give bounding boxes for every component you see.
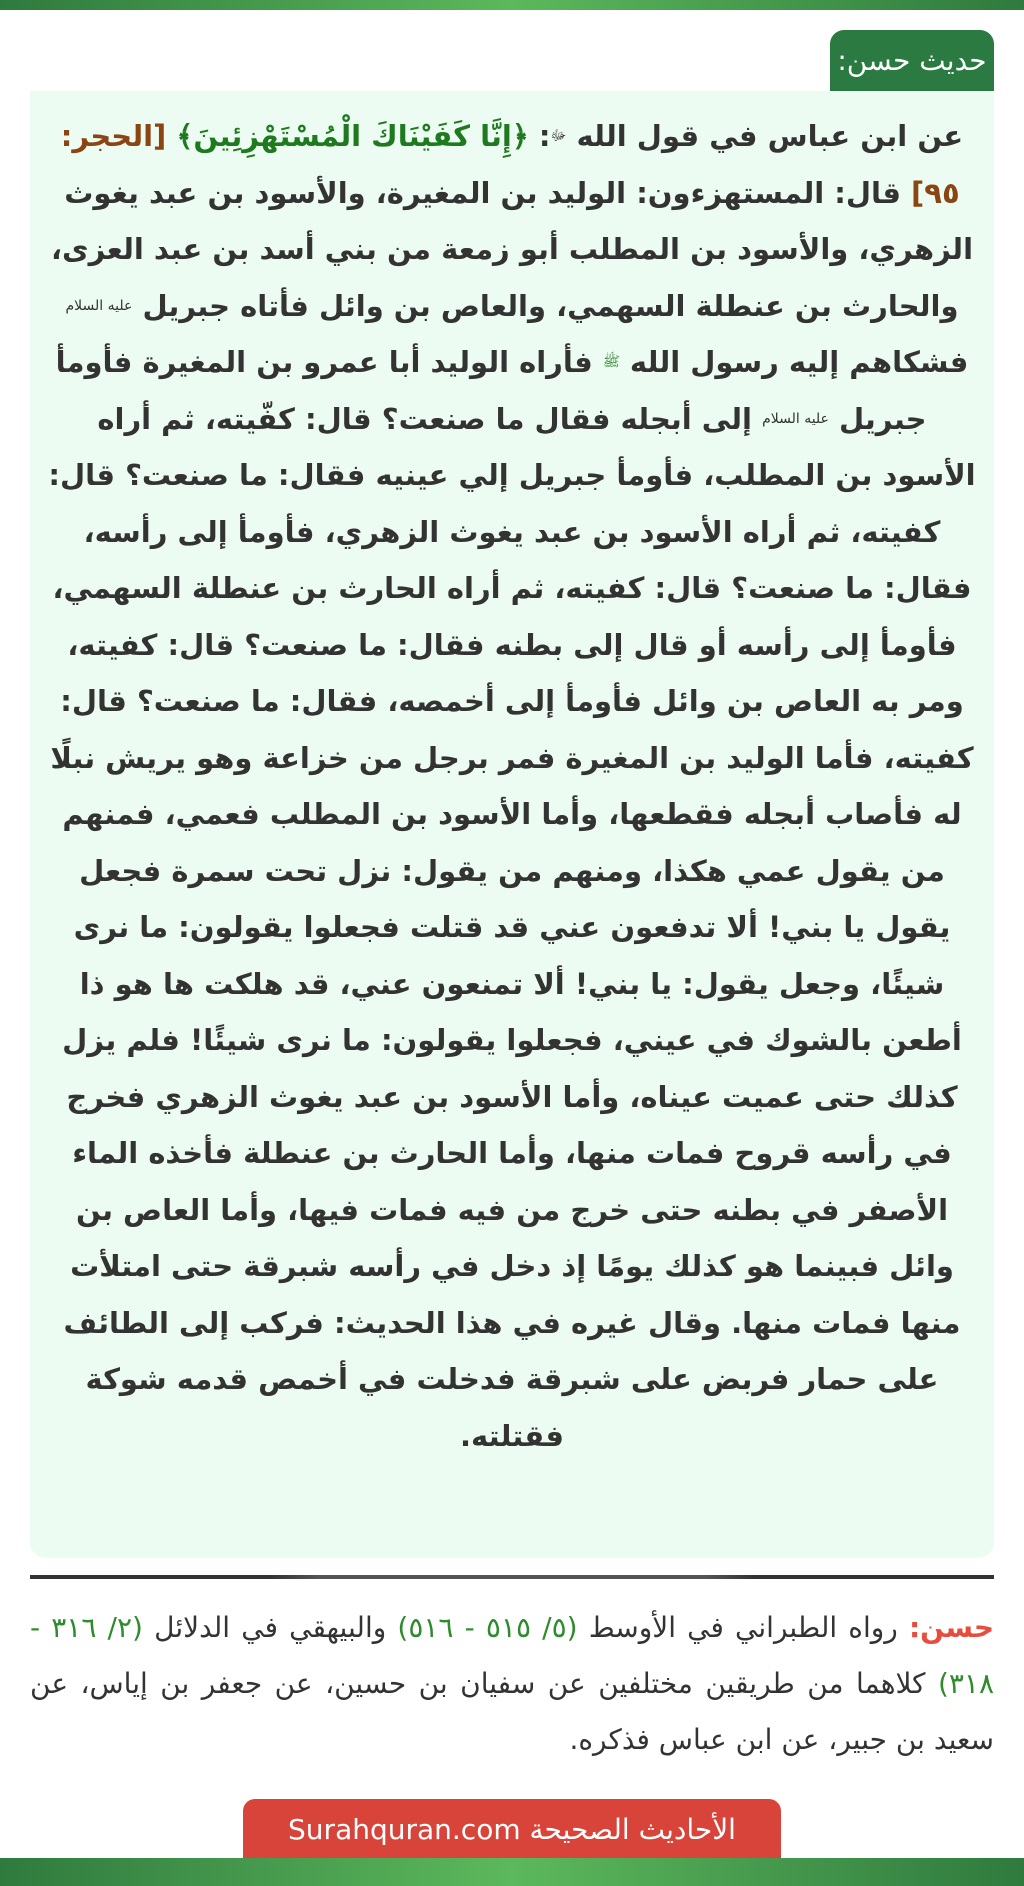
takhrij-ref-1: (٥/ ٥١٥ - ٥١٦) xyxy=(397,1611,578,1644)
alayhi-salam-icon: عليه السلام xyxy=(65,297,133,314)
hadith-grade-tab: حديث حسن: xyxy=(830,30,994,91)
ref-close-bracket: ] xyxy=(911,175,925,210)
hadith-part-2: فشكاهم إليه رسول الله xyxy=(629,345,969,379)
salla-allah-icon: ﷺ xyxy=(602,354,620,370)
hadith-body xyxy=(46,108,978,1464)
hadith-intro: عن ابن عباس في قول الله xyxy=(576,119,964,153)
azza-wajal-icon: ﷻ xyxy=(550,128,567,144)
site-link-button[interactable]: الأحاديث الصحيحة Surahquran.com xyxy=(243,1799,781,1869)
quran-verse: ﴿إِنَّا كَفَيْنَاكَ الْمُسْتَهْزِئِينَ﴾ xyxy=(176,119,529,153)
ref-open-bracket: [ xyxy=(153,119,167,153)
section-divider xyxy=(30,1575,994,1579)
alayhi-salam-icon-2: عليه السلام xyxy=(762,410,829,427)
quran-reference: الحجر: ٩٥ xyxy=(60,119,960,210)
hadith-part-4: إلى أبجله فقال ما صنعت؟ قال: كفّيته، ثم أراه الأسود بن المطلب، فأومأ جبريل إلي عينيه فقال: ما صنعت؟ قال: كفيته، ثم أراه الأسود بن عبد يغوث الزهري، فأومأ إلى رأسه، فقال: ما صنعت؟ قال: كفيته، ثم أراه الحارث بن عنطلة السهمي، فأومأ إلى رأسه أو قال إلى بطنه فقال: ما صنعت؟ قال: كفيته، ومر به العاص بن وائل فأومأ إلى أخمصه، فقال: ما صنعت؟ قال: كفيته، فأما الوليد بن المغيرة فمر برجل من خزاعة وهو يريش نبلًا له فأصاب أبجله فقطعها، وأما الأسود بن المطلب فعمي، فمنهم من يقول عمي هكذا، ومنهم من يقول: نزل تحت سمرة فجعل يقول يا بني! ألا تدفعون عني قد قتلت فجعلوا يقولون: ما نرى شيئًا، وجعل يقول: يا بني! ألا تمنعون عني، قد هلكت ها هو ذا أطعن بالشوك في عيني، فجعلوا يقولون: ما نرى شيئًا! فلم يزل كذلك حتى عميت عيناه، وأما الأسود بن عبد يغوث الزهري فخرج في رأسه قروح فمات منها، وأما الحارث بن عنطلة فأخذه الماء الأصفر في بطنه حتى خرج من فيه فمات فيها، وأما العاص بن وائل فبينما هو كذلك يومًا إذ دخل في رأسه شبرقة حتى امتلأت منها فمات منها. وقال غيره في هذا الحديث: فركب إلى الطائف على حمار فربض على شبرقة فدخلت في أخمص قدمه شوكة فقتلته. xyxy=(48,401,976,1453)
hadith-text-box xyxy=(30,91,994,1558)
hadith-part-1: قال: المستهزءون: الوليد بن المغيرة، والأسود بن عبد يغوث الزهري، والأسود بن المطلب أبو زمعة من بني أسد بن عبد العزى، والحارث بن عنطلة السهمي، والعاص بن وائل فأتاه جبريل xyxy=(50,175,974,323)
takhrij-text-2: والبيهقي في الدلائل xyxy=(142,1611,398,1644)
top-decorative-bar xyxy=(0,0,1024,10)
takhrij-text-1: رواه الطبراني في الأوسط xyxy=(577,1611,909,1644)
bottom-decorative-bar xyxy=(0,1858,1024,1886)
colon: : xyxy=(528,119,551,153)
takhrij-ref-2: (٢/ ٣١٦ - ٣١٨) xyxy=(30,1611,994,1700)
takhrij-grade-label: حسن: xyxy=(908,1611,995,1644)
hadith-part-3: فأراه الوليد أبا عمرو بن المغيرة فأومأ جبريل xyxy=(55,345,927,436)
takhrij-text xyxy=(30,1600,994,1768)
takhrij-text-3: كلاهما من طريقين مختلفين عن سفيان بن حسين، عن جعفر بن إياس، عن سعيد بن جبير، عن ابن عباس فذكره. xyxy=(30,1667,994,1756)
